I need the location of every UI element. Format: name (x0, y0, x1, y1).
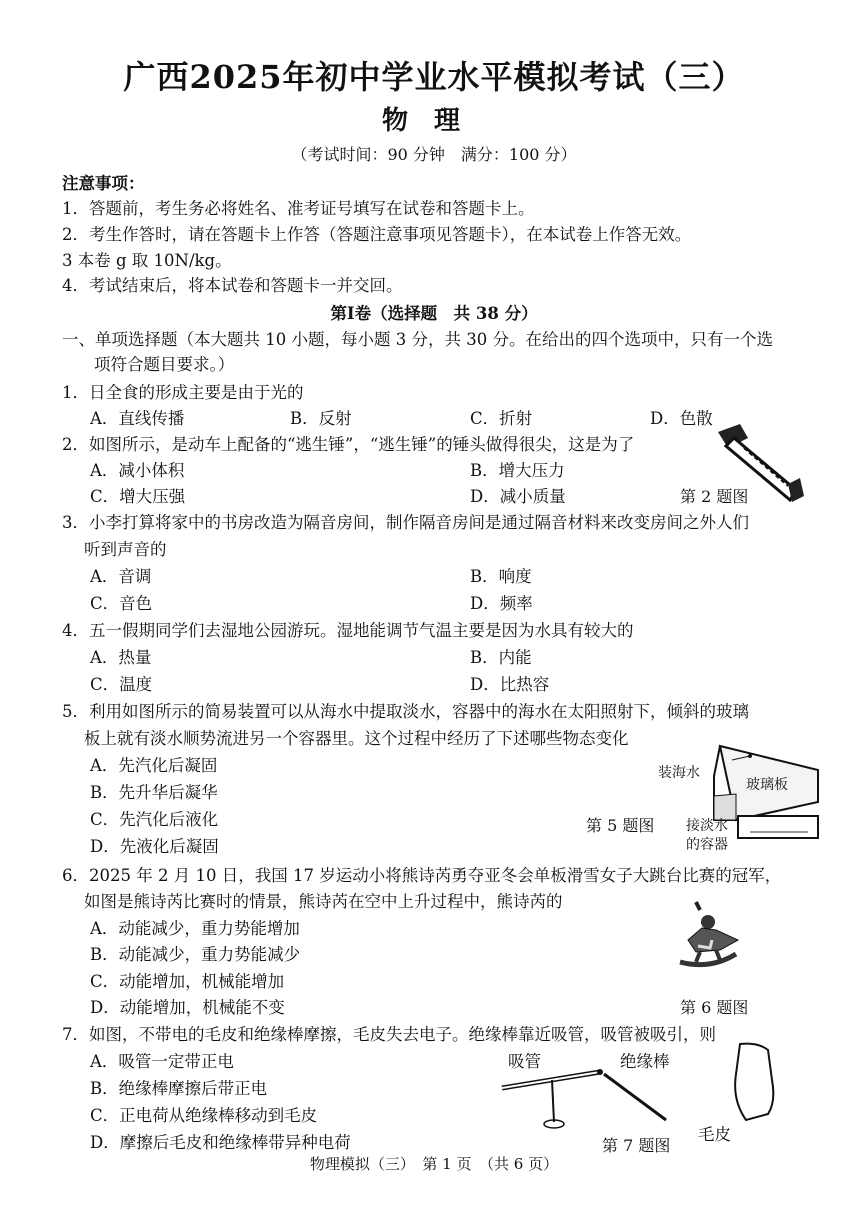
option-d: D．比热容 (470, 675, 550, 694)
figure-label-fresh-water: 的容器 (686, 837, 728, 853)
option-b: B．先升华后凝华 (90, 783, 218, 802)
figure-label-fur: 毛皮 (698, 1125, 731, 1144)
option-a: A．直线传播 (90, 409, 185, 428)
option-d: D．动能增加，机械能不变 (90, 998, 285, 1017)
exam-info: （考试时间：90 分钟 满分：100 分） (291, 145, 577, 164)
note-item: 3 本卷 g 取 10N/kg。 (62, 251, 232, 270)
question-stem: 5．利用如图所示的简易装置可以从海水中提取淡水，容器中的海水在太阳照射下，倾斜的玻璃 (62, 702, 749, 721)
option-c: C．先汽化后液化 (90, 810, 219, 829)
question-stem: 6．2025 年 2 月 10 日，我国 17 岁运动小将熊诗芮勇夺亚冬会单板滑雪女子大跳台比赛的冠军， (62, 866, 782, 885)
section-heading: 一、单项选择题（本大题共 10 小题，每小题 3 分，共 30 分。在给出的四个选项中，只有一个选 (62, 330, 773, 349)
option-c: C．音色 (90, 594, 153, 613)
question-stem: 板上就有淡水顺势流进另一个容器里。这个过程中经历了下述哪些物态变化 (84, 729, 629, 748)
snowboarder-figure (650, 900, 750, 980)
option-a: A．吸管一定带正电 (90, 1052, 234, 1071)
figure-label-fresh-water: 接淡水 (686, 818, 728, 834)
subject-title: 物理 (381, 106, 486, 136)
option-d: D．频率 (470, 594, 533, 613)
question-stem: 4．五一假期同学们去湿地公园游玩。湿地能调节气温主要是因为水具有较大的 (62, 621, 634, 640)
option-b: B．反射 (290, 409, 352, 428)
option-c: C．动能增加，机械能增加 (90, 972, 285, 991)
option-d: D．色散 (650, 409, 713, 428)
option-d: D．摩擦后毛皮和绝缘棒带异种电荷 (90, 1133, 351, 1152)
option-a: A．减小体积 (90, 461, 185, 480)
figure-label-straw: 吸管 (508, 1052, 541, 1071)
option-a: A．音调 (90, 567, 152, 586)
option-a: A．动能减少，重力势能增加 (90, 919, 300, 938)
escape-hammer-figure (700, 420, 810, 505)
question-stem: 2．如图所示，是动车上配备的“逃生锤”，“逃生锤”的锤头做得很尖，这是为了 (62, 435, 635, 454)
option-c: C．增大压强 (90, 487, 186, 506)
note-item: 1．答题前，考生务必将姓名、准考证号填写在试卷和答题卡上。 (62, 199, 535, 218)
option-b: B．绝缘棒摩擦后带正电 (90, 1079, 268, 1098)
option-d: D．减小质量 (470, 487, 566, 506)
option-a: A．先汽化后凝固 (90, 756, 218, 775)
part-title: 第Ⅰ卷（选择题 共 38 分） (330, 304, 538, 323)
option-b: B．响度 (470, 567, 532, 586)
option-c: C．折射 (470, 409, 533, 428)
option-d: D．先液化后凝固 (90, 837, 219, 856)
section-heading: 项符合题目要求。） (94, 355, 235, 374)
option-a: A．热量 (90, 648, 152, 667)
question-stem: 如图是熊诗芮比赛时的情景，熊诗芮在空中上升过程中，熊诗芮的 (84, 892, 563, 911)
note-item: 2．考生作答时，请在答题卡上作答（答题注意事项见答题卡），在本试卷上作答无效。 (62, 225, 692, 244)
figure-caption: 第 2 题图 (680, 487, 749, 506)
question-stem: 7．如图，不带电的毛皮和绝缘棒摩擦，毛皮失去电子。绝缘棒靠近吸管，吸管被吸引，则 (62, 1025, 716, 1044)
figure-label-glass: 玻璃板 (746, 777, 788, 793)
note-item: 4．考试结束后，将本试卷和答题卡一并交回。 (62, 276, 403, 295)
figure-caption: 第 7 题图 (602, 1136, 671, 1155)
question-stem: 3．小李打算将家中的书房改造为隔音房间，制作隔音房间是通过隔音材料来改变房间之外人们 (62, 513, 749, 532)
question-stem: 1．日全食的形成主要是由于光的 (62, 383, 304, 402)
question-stem: 听到声音的 (84, 540, 167, 559)
option-c: C．正电荷从绝缘棒移动到毛皮 (90, 1106, 318, 1125)
option-b: B．增大压力 (470, 461, 565, 480)
figure-caption: 第 5 题图 (586, 816, 655, 835)
figure-label-rod: 绝缘棒 (620, 1052, 670, 1071)
option-c: C．温度 (90, 675, 153, 694)
figure-caption: 第 6 题图 (680, 998, 749, 1017)
notes-heading: 注意事项： (62, 174, 145, 193)
figure-label-sea-water: 装海水 (658, 765, 700, 781)
option-b: B．动能减少，重力势能减少 (90, 945, 301, 964)
page-footer: 物理模拟（三） 第 1 页 （共 6 页） (309, 1155, 559, 1173)
option-b: B．内能 (470, 648, 532, 667)
page-title: 广西2025年初中学业水平模拟考试（三） (123, 58, 745, 96)
